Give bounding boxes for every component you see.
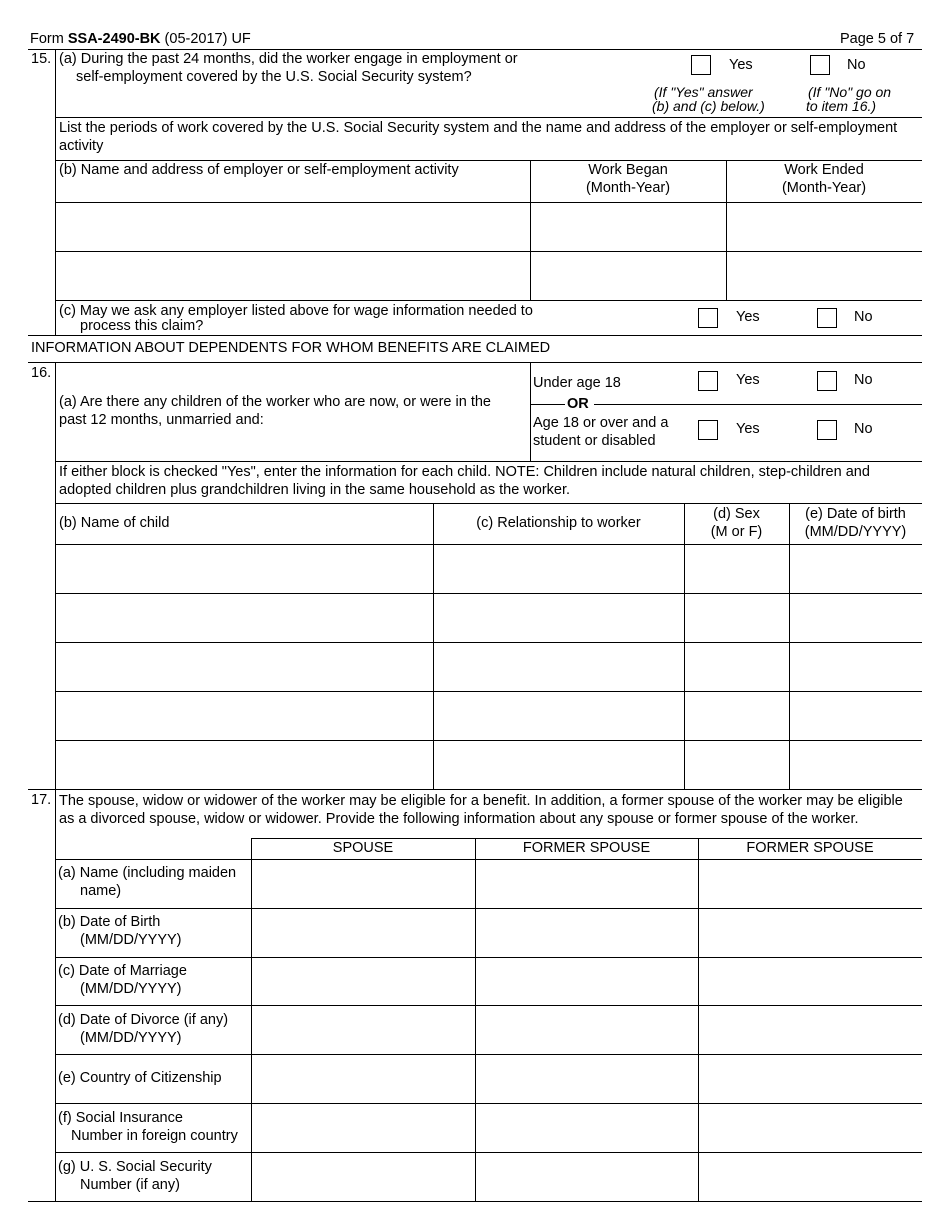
rule <box>28 362 922 363</box>
item-15b-column-header: (b) Name and address of employer or self-employment activity <box>59 162 459 178</box>
spouse-dob-label-cont: (MM/DD/YYYY) <box>80 932 182 948</box>
former-spouse-1-citizenship-field[interactable] <box>476 1055 698 1103</box>
divorce-date-label: (d) Date of Divorce (if any) <box>58 1012 229 1028</box>
form-identifier <box>30 30 251 48</box>
over-18-label: Age 18 or over and a <box>533 415 669 431</box>
spouse-marriage-date-field[interactable] <box>252 958 475 1005</box>
child-sex-field[interactable] <box>685 594 789 642</box>
work-ended-label: Work Ended <box>784 162 864 178</box>
rule <box>28 335 922 336</box>
or-divider-label: OR <box>567 396 589 412</box>
former-spouse-2-citizenship-field[interactable] <box>699 1055 922 1103</box>
item-15a-question: (a) During the past 24 months, did the worker engage in employment or <box>59 51 518 67</box>
spouse-name-field[interactable] <box>252 860 475 908</box>
child-sex-field[interactable] <box>685 643 789 691</box>
divorce-date-label-cont: (MM/DD/YYYY) <box>80 1030 182 1046</box>
work-ended-field-1[interactable] <box>727 203 922 251</box>
work-ended-field-2[interactable] <box>727 252 922 300</box>
child-dob-field[interactable] <box>790 643 922 691</box>
dependents-section-heading: INFORMATION ABOUT DEPENDENTS FOR WHOM BENEFITS ARE CLAIMED <box>31 340 551 356</box>
child-relationship-header: (c) Relationship to worker <box>476 515 641 531</box>
child-dob-field[interactable] <box>790 741 922 789</box>
rule <box>28 1201 922 1202</box>
item-16a-question-cont: past 12 months, unmarried and: <box>59 412 264 428</box>
under-18-yes-label: Yes <box>736 372 760 388</box>
former-spouse-1-ssn-field[interactable] <box>476 1153 698 1201</box>
child-dob-header <box>789 505 922 541</box>
under-18-no-label: No <box>854 372 873 388</box>
item-15c-question-cont: process this claim? <box>80 318 204 334</box>
item-15a-no-checkbox[interactable] <box>810 55 830 75</box>
former-spouse-2-dob-field[interactable] <box>699 909 922 957</box>
former-spouse-2-social-insurance-field[interactable] <box>699 1104 922 1152</box>
rule <box>55 789 56 1201</box>
child-name-field[interactable] <box>56 741 433 789</box>
item-15c-no-label: No <box>854 309 873 325</box>
former-spouse-1-dob-field[interactable] <box>476 909 698 957</box>
child-dob-field[interactable] <box>790 594 922 642</box>
employer-name-address-field-1[interactable] <box>56 203 530 251</box>
form-revision: (05-2017) UF <box>160 31 251 47</box>
child-name-field[interactable] <box>56 594 433 642</box>
former-spouse-1-divorce-date-field[interactable] <box>476 1006 698 1054</box>
marriage-date-label-cont: (MM/DD/YYYY) <box>80 981 182 997</box>
child-sex-field[interactable] <box>685 692 789 740</box>
item-15a-no-note-cont: to item 16.) <box>806 98 877 114</box>
form-prefix: Form <box>30 31 68 47</box>
rule <box>594 404 922 405</box>
item-15c-yes-label: Yes <box>736 309 760 325</box>
rule <box>531 404 565 405</box>
item-15a-yes-note: (If "Yes" answer <box>654 84 753 100</box>
spouse-column-header: SPOUSE <box>332 840 394 856</box>
social-insurance-label: (f) Social Insurance <box>58 1110 183 1126</box>
spouse-dob-field[interactable] <box>252 909 475 957</box>
item-15a-question-cont: self-employment covered by the U.S. Social Security system? <box>76 69 472 85</box>
rule <box>55 300 922 301</box>
item-15a-no-note: (If "No" go on <box>808 84 892 100</box>
child-relationship-field[interactable] <box>434 643 684 691</box>
former-spouse-1-social-insurance-field[interactable] <box>476 1104 698 1152</box>
item-15a-yes-note-cont: (b) and (c) below.) <box>652 98 765 114</box>
child-sex-format: (M or F) <box>710 524 763 540</box>
child-relationship-field[interactable] <box>434 594 684 642</box>
child-name-field[interactable] <box>56 692 433 740</box>
work-began-header <box>530 161 726 197</box>
item-15c-question: (c) May we ask any employer listed above for wage information needed to <box>59 303 533 319</box>
child-name-field[interactable] <box>56 643 433 691</box>
rule <box>55 117 922 118</box>
item-15c-yes-checkbox[interactable] <box>698 308 718 328</box>
child-dob-field[interactable] <box>790 545 922 593</box>
former-spouse-2-divorce-date-field[interactable] <box>699 1006 922 1054</box>
spouse-name-label: (a) Name (including maiden <box>58 865 237 881</box>
over-18-no-label: No <box>854 421 873 437</box>
spouse-ssn-field[interactable] <box>252 1153 475 1201</box>
former-spouse-1-marriage-date-field[interactable] <box>476 958 698 1005</box>
child-name-header: (b) Name of child <box>59 515 170 531</box>
child-sex-label: (d) Sex <box>713 506 760 522</box>
over-18-no-checkbox[interactable] <box>817 420 837 440</box>
work-began-label: Work Began <box>588 162 668 178</box>
form-number: SSA-2490-BK <box>67 31 161 47</box>
item-15a-yes-checkbox[interactable] <box>691 55 711 75</box>
ssn-label: (g) U. S. Social Security <box>58 1159 212 1175</box>
former-spouse-1-column-header: FORMER SPOUSE <box>522 840 651 856</box>
child-relationship-field[interactable] <box>434 545 684 593</box>
former-spouse-2-column-header: FORMER SPOUSE <box>746 840 874 856</box>
child-relationship-field[interactable] <box>434 692 684 740</box>
over-18-yes-checkbox[interactable] <box>698 420 718 440</box>
ssn-label-cont: Number (if any) <box>80 1177 180 1193</box>
over-18-label-cont: student or disabled <box>533 433 656 449</box>
work-began-format: (Month-Year) <box>585 180 671 196</box>
under-18-yes-checkbox[interactable] <box>698 371 718 391</box>
item-15-number: 15. <box>31 51 52 67</box>
former-spouse-2-marriage-date-field[interactable] <box>699 958 922 1005</box>
spouse-name-label-cont: name) <box>80 883 122 899</box>
item-15-list-instruction: List the periods of work covered by the U.S. Social Security system and the name and address of the employer or self-employment activity <box>59 120 898 154</box>
item-15c-no-checkbox[interactable] <box>817 308 837 328</box>
social-insurance-label-cont: Number in foreign country <box>71 1128 238 1144</box>
item-16-number: 16. <box>31 365 52 381</box>
former-spouse-2-ssn-field[interactable] <box>699 1153 922 1201</box>
item-16a-question: (a) Are there any children of the worker who are now, or were in the <box>59 394 491 410</box>
child-relationship-field[interactable] <box>434 741 684 789</box>
work-ended-format: (Month-Year) <box>781 180 867 196</box>
child-sex-field[interactable] <box>685 741 789 789</box>
item-15a-no-label: No <box>847 57 866 73</box>
item-17-intro: The spouse, widow or widower of the worker may be eligible for a benefit. In addition, a former spouse of the worker may be eligible as a divorced spouse, widow or widower. Provide the following information about any spouse or former spouse of the worker. <box>59 793 903 827</box>
rule <box>55 503 922 504</box>
child-sex-field[interactable] <box>685 545 789 593</box>
former-spouse-2-name-field[interactable] <box>699 860 922 908</box>
spouse-divorce-date-field[interactable] <box>252 1006 475 1054</box>
child-dob-field[interactable] <box>790 692 922 740</box>
rule <box>530 362 531 461</box>
marriage-date-label: (c) Date of Marriage <box>58 963 187 979</box>
child-sex-header <box>684 505 789 541</box>
spouse-dob-label: (b) Date of Birth <box>58 914 161 930</box>
spouse-social-insurance-field[interactable] <box>252 1104 475 1152</box>
item-15a-yes-label: Yes <box>729 57 753 73</box>
child-dob-format: (MM/DD/YYYY) <box>804 524 907 540</box>
under-18-no-checkbox[interactable] <box>817 371 837 391</box>
spouse-citizenship-field[interactable] <box>252 1055 475 1103</box>
employer-name-address-field-2[interactable] <box>56 252 530 300</box>
work-ended-header <box>726 161 922 197</box>
child-dob-label: (e) Date of birth <box>805 506 906 522</box>
child-name-field[interactable] <box>56 545 433 593</box>
former-spouse-1-name-field[interactable] <box>476 860 698 908</box>
rule <box>55 461 922 462</box>
work-began-field-2[interactable] <box>531 252 726 300</box>
item-17-number: 17. <box>31 792 52 808</box>
page-number: Page 5 of 7 <box>840 31 915 47</box>
item-16-instruction: If either block is checked "Yes", enter the information for each child. NOTE: Children include natural children, step-children and adopted children plus grandchildren living in the same household as the worker. <box>59 464 870 498</box>
under-18-label: Under age 18 <box>533 375 621 391</box>
rule <box>28 789 922 790</box>
citizenship-label: (e) Country of Citizenship <box>58 1070 222 1086</box>
over-18-yes-label: Yes <box>736 421 760 437</box>
work-began-field-1[interactable] <box>531 203 726 251</box>
